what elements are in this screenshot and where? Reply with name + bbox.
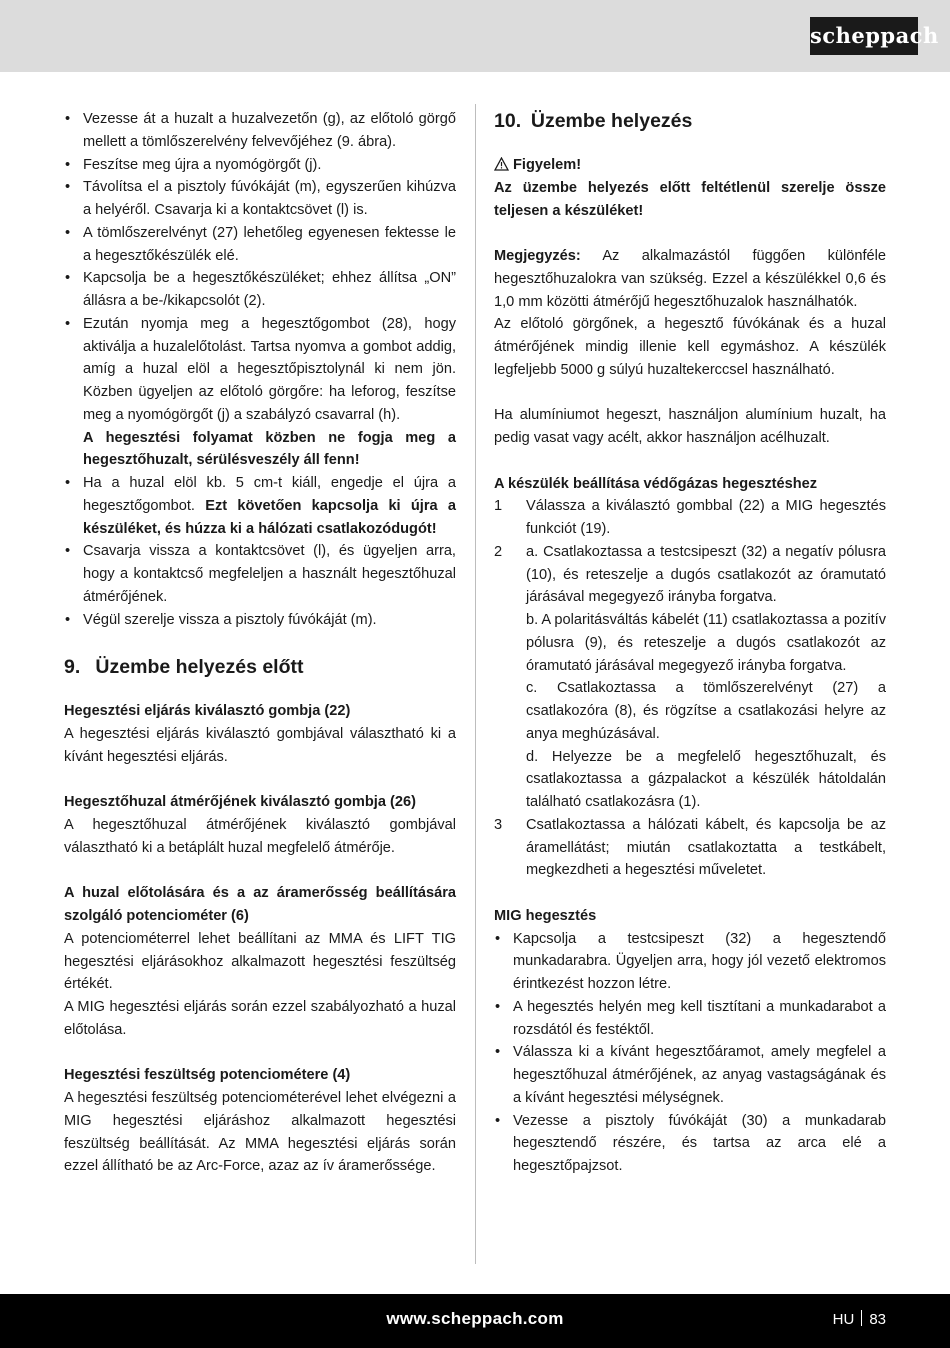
note-text: Az alkalmazástól függően különféle hegesztőhuzalokra van szükség. Ezzel a készülékkel 0,6 és 1,0 mm közötti átmérőjű hegesztőhuzalok használhatók. (494, 248, 886, 310)
control-heading: A huzal előtolására és a az áramerősség beállítására szolgáló potenciométer (6) (64, 885, 456, 924)
step-substep: c. Csatlakoztassa a tömlőszerelvényt (27) a csatlakozóra (8), és rögzítse a csatlakozási helyre az anya meghúzásával. (526, 680, 886, 742)
list-item: • Vezesse át a huzalt a huzalvezetőn (g), az előtoló görgő mellett a tömlőszerelvény felvevőjéhez (9. ábra). (64, 108, 456, 154)
warning-triangle-icon (494, 157, 509, 171)
step-text: Válassza a kiválasztó gombbal (22) a MIG hegesztés funkciót (19). (526, 498, 886, 537)
numbered-step (494, 541, 886, 814)
list-item: • Kapcsolja a testcsipeszt (32) a hegesztendő munkadarabra. Ügyeljen arra, hogy jól vezető elektromos érintkezést hozzon létre. (494, 928, 886, 996)
control-text: A hegesztési eljárás kiválasztó gombjával választható ki a kívánt hegesztési eljárás. (64, 726, 456, 765)
numbered-step (494, 495, 886, 541)
step-substep: a. Csatlakoztassa a testcsipeszt (32) a negatív pólusra (10), és reteszelje a dugós csatlakozót az óramutató járásával megegyező irányba forgatva. (526, 543, 886, 606)
list-item: • Feszítse meg újra a nyomógörgőt (j). (64, 154, 456, 177)
brand-logo: scheppach (810, 17, 918, 55)
step-number: 2 (494, 543, 503, 560)
control-heading: Hegesztési eljárás kiválasztó gombja (22) (64, 703, 351, 720)
list-item: • A hegesztés helyén meg kell tisztítani a munkadarabot a rozsdától és festéktől. (494, 996, 886, 1042)
control-text: A hegesztési feszültség potenciométerével lehet elvégezni a MIG hegesztési eljáráshoz alkalmazott hegesztési feszültség beállítását. Az MMA hegesztési eljárás során ezzel állítható be az Arc-Force, azaz az ív áramerőssége. (64, 1090, 456, 1175)
attention-label: Figyelem! (513, 157, 582, 173)
page-number: 83 (869, 1311, 886, 1328)
setup-steps (494, 495, 886, 882)
list-item-text: Ha a huzal elöl kb. 5 cm-t kiáll, engedje el újra a hegesztőgombot. (83, 475, 456, 514)
list-item: • A tömlőszerelvényt (27) lehetőleg egyenesen fektesse le a hegesztőkészülék elé. (64, 222, 456, 268)
list-item: • Csavarja vissza a kontaktcsövet (l), és ügyeljen arra, hogy a kontaktcső megfeleljen a használt hegesztőhuzal átmérőjének. (64, 540, 456, 608)
footer-bar (0, 1294, 950, 1348)
step-substep: b. A polaritásváltás kábelét (11) csatlakoztassa a pozitív pólusra (9), és reteszelje a dugós csatlakozót az óramutató járásával megegyező irányba forgatva. (526, 612, 886, 674)
list-item-text: Ezután nyomja meg a hegesztőgombot (28), hogy aktiválja a huzalelőtolást. Tartsa nyomva a gombot addig, amíg a huzal elöl a hegesztőpisztolynál ki nem jön. Közben ügyeljen az előtoló görgőre: ha leforog, feszítse meg a nyomógörgőt (j) a szabályzó csavarral (h). (83, 315, 456, 423)
header-bar (0, 0, 950, 72)
left-column (64, 108, 456, 1178)
step-number: 1 (494, 498, 503, 515)
control-description (64, 791, 456, 859)
mig-heading: MIG hegesztés (494, 907, 597, 924)
control-heading: Hegesztési feszültség potenciométere (4) (64, 1067, 351, 1084)
control-text: A potenciométerrel lehet beállítani az MMA és LIFT TIG hegesztési eljárásokhoz alkalmazott hegesztési feszültség értékét. (64, 930, 456, 993)
mig-bullets (494, 928, 886, 1178)
attention-text: Az üzembe helyezés előtt feltétlenül szerelje össze teljesen a készüléket! (494, 179, 886, 219)
injury-warning: A hegesztési folyamat közben ne fogja meg a hegesztőhuzalt, sérülésveszély áll fenn! (83, 429, 456, 469)
wire-feed-steps (64, 108, 456, 631)
separator (861, 1310, 862, 1326)
setup-heading: A készülék beállítása védőgázas hegesztéshez (494, 475, 818, 492)
step-text: Csatlakoztassa a hálózati kábelt, és kapcsolja be az áramellátást; miután csatlakoztatta a testkábelt, megkezdheti a hegesztési műveletet. (526, 816, 886, 879)
aluminium-paragraph: Ha alumíniumot hegeszt, használjon alumínium huzalt, ha pedig vasat vagy acélt, akkor használjon acélhuzalt. (494, 407, 886, 446)
unplug-warning: Ezt követően kapcsolja ki újra a készüléket, és húzza ki a hálózati csatlakozódugót! (83, 497, 456, 537)
control-description (64, 1064, 456, 1178)
list-item (64, 472, 456, 540)
list-item: • Vezesse a pisztoly fúvókáját (30) a munkadarab hegesztendő részére, és tartsa az arca elé a hegesztőpajzsot. (494, 1110, 886, 1178)
step-substep: d. Helyezze be a megfelelő hegesztőhuzalt, és csatlakoztassa a gázpalackot a készülék hátoldalán található csatlakozásra (1). (526, 748, 886, 810)
step-number: 3 (494, 816, 503, 833)
feed-paragraph: Az előtoló görgőnek, a hegesztő fúvókának és a huzal átmérőjének mindig illenie kell egymáshoz. A készülék legfeljebb 5000 g súlyú huzaltekerccsel használható. (494, 316, 886, 378)
right-column (494, 108, 886, 1178)
note-label: Megjegyzés: (494, 248, 581, 264)
attention-line (494, 154, 886, 177)
section-9-title: 9. Üzembe helyezés előtt (64, 656, 304, 679)
control-heading: Hegesztőhuzal átmérőjének kiválasztó gombja (26) (64, 794, 416, 811)
list-item: • Válassza ki a kívánt hegesztőáramot, amely megfelel a hegesztőhuzal átmérőjének, az anyag vastagságának és a kívánt hegesztési mélységnek. (494, 1041, 886, 1109)
control-text: A MIG hegesztési eljárás során ezzel szabályozható a huzal előtolása. (64, 999, 456, 1038)
list-item (64, 313, 456, 472)
control-description (64, 882, 456, 1041)
note-paragraph (494, 245, 886, 313)
control-text: A hegesztőhuzal átmérőjének kiválasztó gombjával választható ki a betáplált huzal megfelelő átmérője. (64, 817, 456, 856)
list-item: • Távolítsa el a pisztoly fúvókáját (m), egyszerűen kihúzva a helyéről. Csavarja ki a kontaktcsövet (l) is. (64, 176, 456, 222)
numbered-step (494, 814, 886, 882)
list-item: • Kapcsolja be a hegesztőkészüléket; ehhez állítsa „ON” állásra a be-/kikapcsolót (2). (64, 267, 456, 313)
control-description (64, 700, 456, 768)
website-link[interactable]: www.scheppach.com (386, 1309, 564, 1328)
column-divider (475, 104, 476, 1264)
language-code: HU (832, 1311, 855, 1328)
page-indicator (833, 1310, 886, 1328)
list-item: • Végül szerelje vissza a pisztoly fúvókáját (m). (64, 609, 456, 632)
section-10-title: 10. Üzembe helyezés (494, 110, 693, 132)
